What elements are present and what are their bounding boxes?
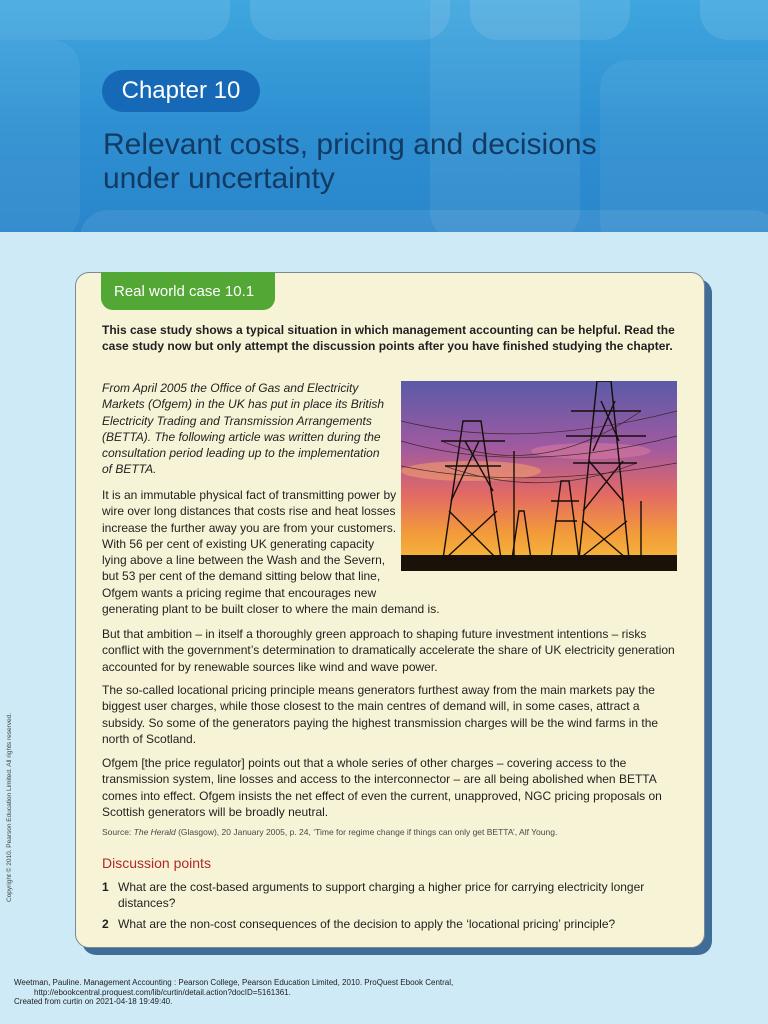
source-prefix: Source: (102, 827, 134, 837)
chapter-label: Chapter 10 (102, 70, 260, 112)
footer-line-3: Created from curtin on 2021-04-18 19:49:40. (14, 997, 173, 1006)
discussion-point-text: What are the non-cost consequences of the decision to apply the ‘locational pricing’ principle? (118, 917, 616, 931)
footer-link[interactable]: http://ebookcentral.proquest.com/lib/curtin/detail.action?docID=5161361. (34, 987, 291, 997)
chapter-banner (0, 0, 768, 232)
case-source (102, 826, 677, 838)
source-details: (Glasgow), 20 January 2005, p. 24, ‘Time for regime change if things can only get BETTA’, Alf Young. (175, 827, 558, 837)
discussion-point-text: What are the cost-based arguments to support charging a higher price for carrying electricity longer distances? (118, 880, 645, 911)
discussion-point-number: 1 (102, 880, 109, 894)
chapter-title-line-2: under uncertainty (103, 162, 335, 195)
case-lead-italic: From April 2005 the Office of Gas and Electricity Markets (Ofgem) in the UK has put in place its British Electricity Trading and Transmission Arrangements (BETTA). The following article was written during the consultation period leading up to the implementation of BETTA. (102, 381, 385, 477)
discussion-heading: Discussion points (102, 855, 211, 871)
copyright-notice: Copyright © 2010. Pearson Education Limited. All rights reserved. (6, 712, 13, 902)
discussion-point-number: 2 (102, 917, 109, 931)
citation-footer (14, 978, 714, 1007)
source-publication: The Herald (133, 827, 176, 837)
discussion-point-2 (102, 916, 677, 932)
pylon-sunset-photo (401, 381, 677, 571)
chapter-title (103, 128, 703, 196)
discussion-point-1 (102, 879, 677, 912)
case-paragraph-3: The so-called locational pricing principle means generators furthest away from the main markets pay the biggest user charges, while those closest to the main centres of demand will, in some cases, attract a subsidy. So some of the generators paying the highest transmission charges will be the wind farms in the north of Scotland. (102, 683, 659, 746)
case-paragraph-4: Ofgem [the price regulator] points out that a whole series of other charges – covering access to the transmission system, line losses and access to the interconnector – are all being abolished when BETTA comes into effect. Ofgem insists the net effect of even the current, unapproved, NGC pricing proposals on Scottish generators will be broadly neutral. (102, 756, 662, 819)
case-intro: This case study shows a typical situation in which management accounting can be helpful. Read the case study now but only attempt the discussion points after you have finished studying the chapter. (102, 323, 675, 354)
case-paragraph-2: But that ambition – in itself a thoroughly green approach to shaping future investment intentions – risks conflict with the government’s determination to dramatically accelerate the share of UK electricity generation accounted for by renewable sources like wind and wave power. (102, 627, 675, 674)
case-tab-label: Real world case 10.1 (101, 272, 275, 310)
case-paragraph-1-text: It is an immutable physical fact of transmitting power by wire over long distances that costs rise and heat losses increase the further away you are from your customers. With 56 per cent of existing UK generating capacity lying above a line between the Wash and the Severn, but 53 per cent of the demand sitting below that line, Ofgem wants a pricing regime that encourages new generating plant to be built closer to where the main demand is. (102, 488, 440, 617)
footer-line-1: Weetman, Pauline. Management Accounting : Pearson College, Pearson Education Limited, 2010. ProQuest Ebook Central, (14, 978, 454, 987)
chapter-title-line-1: Relevant costs, pricing and decisions (103, 128, 597, 161)
